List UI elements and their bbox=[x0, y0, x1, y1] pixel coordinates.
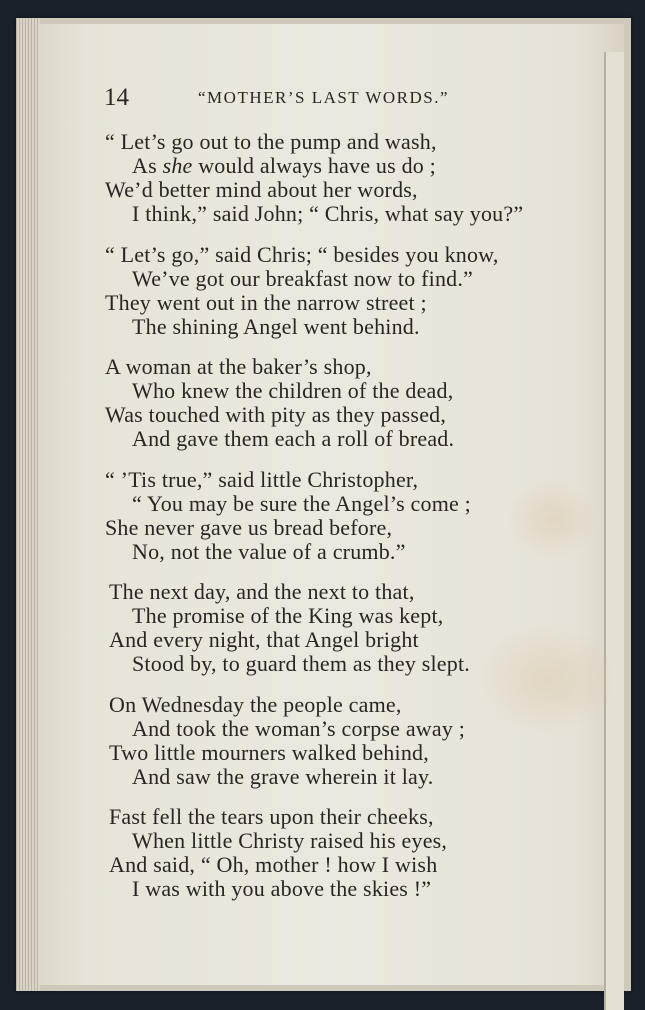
verse-line: We’d better mind about her words, bbox=[105, 177, 418, 202]
verse-line: And said, “ Oh, mother ! how I wish bbox=[109, 852, 438, 877]
stanza bbox=[105, 693, 585, 789]
verse-line: A woman at the baker’s shop, bbox=[105, 354, 372, 379]
stanza bbox=[105, 805, 585, 901]
verse-line: I think,” said John; “ Chris, what say you?” bbox=[132, 201, 524, 226]
running-title: “MOTHER’S LAST WORDS.” bbox=[198, 88, 450, 107]
verse-line: Was touched with pity as they passed, bbox=[105, 402, 447, 427]
verse-line: “ Let’s go,” said Chris; “ besides you know, bbox=[105, 241, 499, 267]
verse-line: Two little mourners walked behind, bbox=[109, 739, 429, 765]
stanza bbox=[105, 243, 585, 339]
verse-line: She never gave us bread before, bbox=[105, 514, 393, 540]
verse-line: And every night, that Angel bright bbox=[109, 627, 419, 652]
verse-line: We’ve got our breakfast now to find.” bbox=[132, 265, 474, 291]
verse-line: On Wednesday the people came, bbox=[109, 691, 402, 717]
verse-line: And took the woman’s corpse away ; bbox=[132, 715, 466, 741]
verse-line: I was with you above the skies !” bbox=[132, 876, 432, 901]
verse-line: “ Let’s go out to the pump and wash, bbox=[105, 129, 437, 154]
stanza bbox=[105, 468, 585, 564]
verse-line: When little Christy raised his eyes, bbox=[132, 828, 448, 853]
verse-line: As she would always have us do ; bbox=[132, 153, 436, 178]
next-page-edge bbox=[604, 52, 624, 1010]
stanza bbox=[105, 130, 585, 226]
verse-line: The next day, and the next to that, bbox=[109, 579, 415, 604]
verse-line: “ You may be sure the Angel’s come ; bbox=[132, 490, 471, 516]
page-header bbox=[104, 84, 484, 114]
page-number: 14 bbox=[104, 84, 129, 111]
verse-line: No, not the value of a crumb.” bbox=[132, 538, 406, 564]
stanza bbox=[105, 355, 585, 451]
verse-line: Who knew the children of the dead, bbox=[132, 378, 454, 403]
verse-line: Fast fell the tears upon their cheeks, bbox=[109, 804, 434, 829]
verse-line: And gave them each a roll of bread. bbox=[132, 426, 455, 451]
verse-line: The promise of the King was kept, bbox=[132, 603, 444, 628]
poem-body bbox=[105, 130, 585, 918]
verse-line: “ ’Tis true,” said little Christopher, bbox=[105, 466, 419, 492]
verse-line: The shining Angel went behind. bbox=[132, 313, 420, 339]
verse-line: And saw the grave wherein it lay. bbox=[132, 763, 434, 789]
verse-line: They went out in the narrow street ; bbox=[105, 289, 427, 315]
stanza bbox=[105, 580, 585, 676]
verse-line: Stood by, to guard them as they slept. bbox=[132, 651, 470, 676]
